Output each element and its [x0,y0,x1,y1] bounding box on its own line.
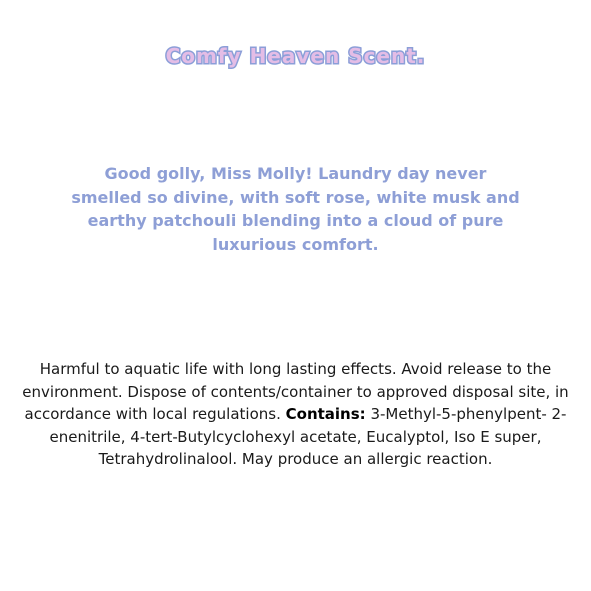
safety-warning [14,358,577,471]
product-title: Comfy Heaven Scent. [165,44,426,68]
contains-label: Contains: [285,405,366,423]
ingredients-list: 3-Methyl-5-phenylpent- 2-enenitrile, 4-tert-Butylcyclohexyl acetate, Eucalyptol, Iso E super, Tetrahydrolinalool. May produce an allergic reaction. [49,405,567,468]
product-description: Good golly, Miss Molly! Laundry day never smelled so divine, with soft rose, white musk and earthy patchouli blending into a cloud of pure luxurious comfort. [71,164,520,254]
warning-text: Harmful to aquatic life with long lasting effects. Avoid release to the environment. Dispose of contents/container to approved disposal site, in accordance with local regulations. [22,360,569,423]
